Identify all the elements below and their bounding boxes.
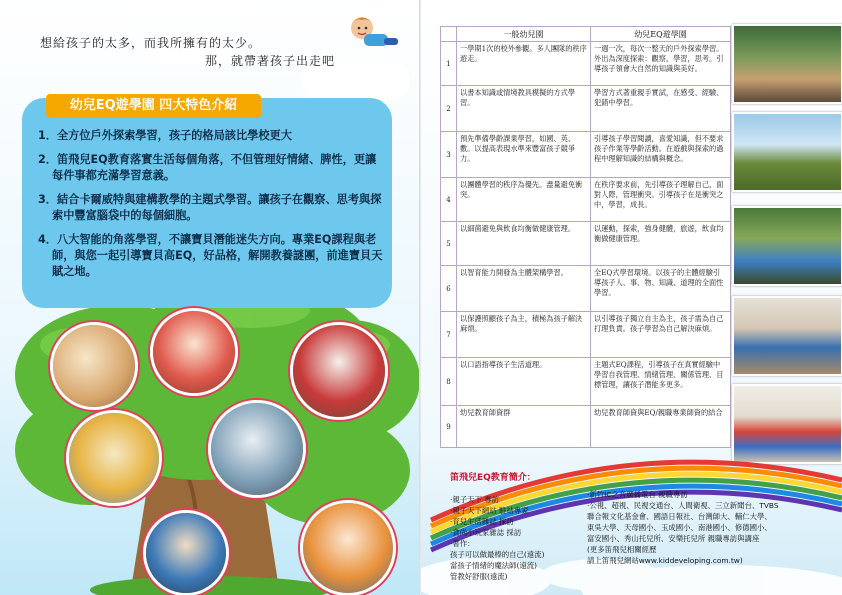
row-number: 5 [441,222,457,266]
table-row [441,86,731,132]
table-row [441,42,731,86]
eq-cell: 學習方式著重親手實試，在感受、經驗、犯錯中學習。 [591,86,731,132]
general-cell: 以書本知識或情境教具模擬的方式學習。 [457,86,591,132]
row-number: 1 [441,42,457,86]
table-row [441,132,731,178]
table-row [441,178,731,222]
eq-cell: 幼兒教育師資與EQ/親職專業師資的結合 [591,406,731,448]
side-photo [732,112,842,192]
media-item: ‧著作： [450,539,475,548]
features-list [38,128,383,288]
photo-circle [50,322,138,410]
photo-circle [66,410,162,506]
photo-circle [143,510,229,595]
interview-item: 聯合報文化基金會、國語日報社、台灣師大、輔仁大學、 [587,512,772,521]
general-cell: 幼兒教育師資群 [457,406,591,448]
side-photo [732,206,842,286]
general-cell: 以保護照顧孩子為主，積極為孩子解決麻煩。 [457,312,591,358]
photo-circle [300,500,396,595]
eq-cell: 以引導孩子獨立自主為主，孩子需為自己打理負責。孩子學習為自己解決麻煩。 [591,312,731,358]
interview-item: (更多笛飛兒相關經歷 [587,545,657,554]
general-cell: 以口語指導孩子生活道理。 [457,358,591,406]
feature-item: 2．笛飛兒EQ教育落實生活每個角落，不但管理好情緒、脾性，更讓每件事都充滿學習意義。 [38,153,377,182]
table-row [441,312,731,358]
general-cell: 以團體學習的秩序為優先。盡量避免衝突。 [457,178,591,222]
header-num [441,27,457,42]
table-row [441,358,731,406]
general-cell: 以細菌避免與飲食均衡做健康管理。 [457,222,591,266]
header-eq: 幼兒EQ遊學園 [591,27,731,42]
row-number: 4 [441,178,457,222]
row-number: 9 [441,406,457,448]
interview-item: ‧新竹IC之音廣播電台 親職專訪 [587,490,688,499]
table-row [441,222,731,266]
book-item: 管教好舒服(遠流) [450,572,508,581]
general-cell: 預先準備學齡課業學習，如國、英、數。以提高表現水準來豐富孩子競爭力。 [457,132,591,178]
interview-item: 富安國小、秀山托兒所、安樂托兒所 親職專訪與講座 [587,534,760,543]
table-row [441,266,731,312]
header-general: 一般幼兒園 [457,27,591,42]
eq-cell: 引導孩子學習閱讀，喜愛知識，但不要求孩子作業等學齡活動。在遊戲與探索的過程中理解知識的結構與概念。 [591,132,731,178]
interview-item: 東吳大學、天母國小、玉成國小、南港國小、修德國小、 [587,523,772,532]
media-item: ‧貪尚小玩家雜誌 採訪 [450,528,522,537]
book-item: 當孩子情緒的魔法師(遠流) [450,561,538,570]
interview-item: ‧公視、超視、民視交通台、人間衛視、三立新聞台、TVBS [587,501,779,510]
tagline-line-2: 那，就帶著孩子出走吧 [205,54,336,68]
feature-item: 3．結合卡爾威特與建構教學的主題式學習。讓孩子在觀察、思考與探索中豐富腦袋中的每個細胞。 [38,193,382,222]
right-page [421,0,842,595]
side-photo [732,24,842,104]
side-photo [732,296,842,376]
row-number: 8 [441,358,457,406]
eq-cell: 主題式EQ課程，引導孩子在真實經驗中學習自我管理、情緒管理、關係管理、目標管理，讓孩子潛能多更多。 [591,358,731,406]
photo-circle [290,322,388,420]
features-title: 幼兒EQ遊學園 四大特色介紹 [46,94,261,118]
media-item: ‧親子天下 專訪 [450,495,500,504]
tagline-line-1: 想給孩子的太多，而我所擁有的太少。 [40,36,262,50]
photo-circle [150,308,238,396]
general-cell: 一學期1次的校外參觀。多人團隊的秩序遊走。 [457,42,591,86]
row-number: 2 [441,86,457,132]
photo-circle [208,400,306,498]
website-link[interactable]: 請上笛飛兒網站www.kiddeveloping.com.tw) [587,556,743,565]
row-number: 3 [441,132,457,178]
book-item: 孩子可以做最棒的自己(遠流) [450,550,545,559]
intro-title: 笛飛兒EQ教育簡介： [450,473,536,483]
eq-cell: 以運動，探索，強身健體，旅遊，飲食均衡做健康管理。 [591,222,731,266]
eq-cell: 在秩序要求前，先引導孩子理解自己，面對人際，管理衝突。引導孩子在是衝突之中，學習，成長。 [591,178,731,222]
general-cell: 以智育能力開發為主體架構學習。 [457,266,591,312]
feature-item: 1．全方位戶外探索學習，孩子的格局該比學校更大 [38,129,292,142]
media-item: ‧親子天下網站 駐站專家 [450,506,529,515]
row-number: 6 [441,266,457,312]
table-header-row [441,27,731,42]
eq-cell: 全EQ式學習環境。以孩子的主體經驗引導孩子人、事、物、知識、道理的全面性學習。 [591,266,731,312]
row-number: 7 [441,312,457,358]
interview-list [587,489,837,566]
eq-cell: 一週一次，每次一整天的戶外探索學習。外出為深度探索：觀察，學習，思考。引導孩子領會大自然的知識與美好。 [591,42,731,86]
media-item: ‧育兒生活雜誌 採訪 [450,517,514,526]
feature-item: 4．八大智能的角落學習，不讓寶貝潛能迷失方向。專業EQ課程與老師，與您一起引導寶貝高EQ，好品格，解開教養謎團，前進寶貝天賦之地。 [38,233,383,278]
comparison-table [440,26,731,448]
